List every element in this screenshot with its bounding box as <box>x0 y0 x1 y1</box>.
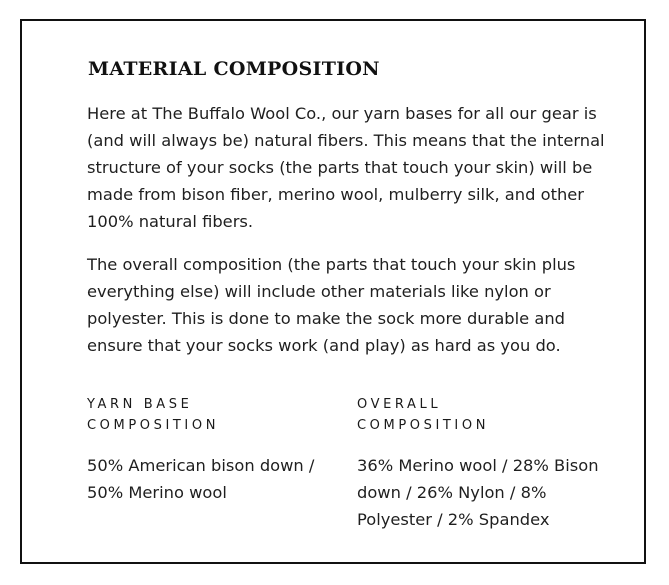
overall-paragraph <box>87 251 627 359</box>
paragraph-line: The overall composition (the parts that touch your skin plus <box>87 255 576 274</box>
paragraph-line: structure of your socks (the parts that touch your skin) will be <box>87 158 593 177</box>
heading-line: OVERALL <box>357 397 442 412</box>
paragraph-line: (and will always be) natural fibers. This means that the internal <box>87 131 605 150</box>
value-line: 50% American bison down / <box>87 456 315 475</box>
value-line: 36% Merino wool / 28% Bison <box>357 456 599 475</box>
yarn-base-value <box>87 452 314 506</box>
yarn-base-heading <box>87 394 219 436</box>
section-title: MATERIAL COMPOSITION <box>88 58 380 80</box>
intro-paragraph <box>87 100 627 235</box>
heading-line: COMPOSITION <box>357 418 490 433</box>
paragraph-line: 100% natural fibers. <box>87 212 254 231</box>
overall-composition-value <box>357 452 599 533</box>
paragraph-line: polyester. This is done to make the sock more durable and <box>87 309 565 328</box>
paragraph-line: ensure that your socks work (and play) as hard as you do. <box>87 336 561 355</box>
value-line: 50% Merino wool <box>87 483 227 502</box>
heading-line: YARN BASE <box>87 397 193 412</box>
material-composition-card <box>20 19 646 564</box>
value-line: Polyester / 2% Spandex <box>357 510 550 529</box>
heading-line: COMPOSITION <box>87 418 220 433</box>
overall-composition-heading <box>357 394 489 436</box>
value-line: down / 26% Nylon / 8% <box>357 483 547 502</box>
paragraph-line: Here at The Buffalo Wool Co., our yarn bases for all our gear is <box>87 104 597 123</box>
paragraph-line: made from bison fiber, merino wool, mulberry silk, and other <box>87 185 584 204</box>
paragraph-line: everything else) will include other materials like nylon or <box>87 282 551 301</box>
